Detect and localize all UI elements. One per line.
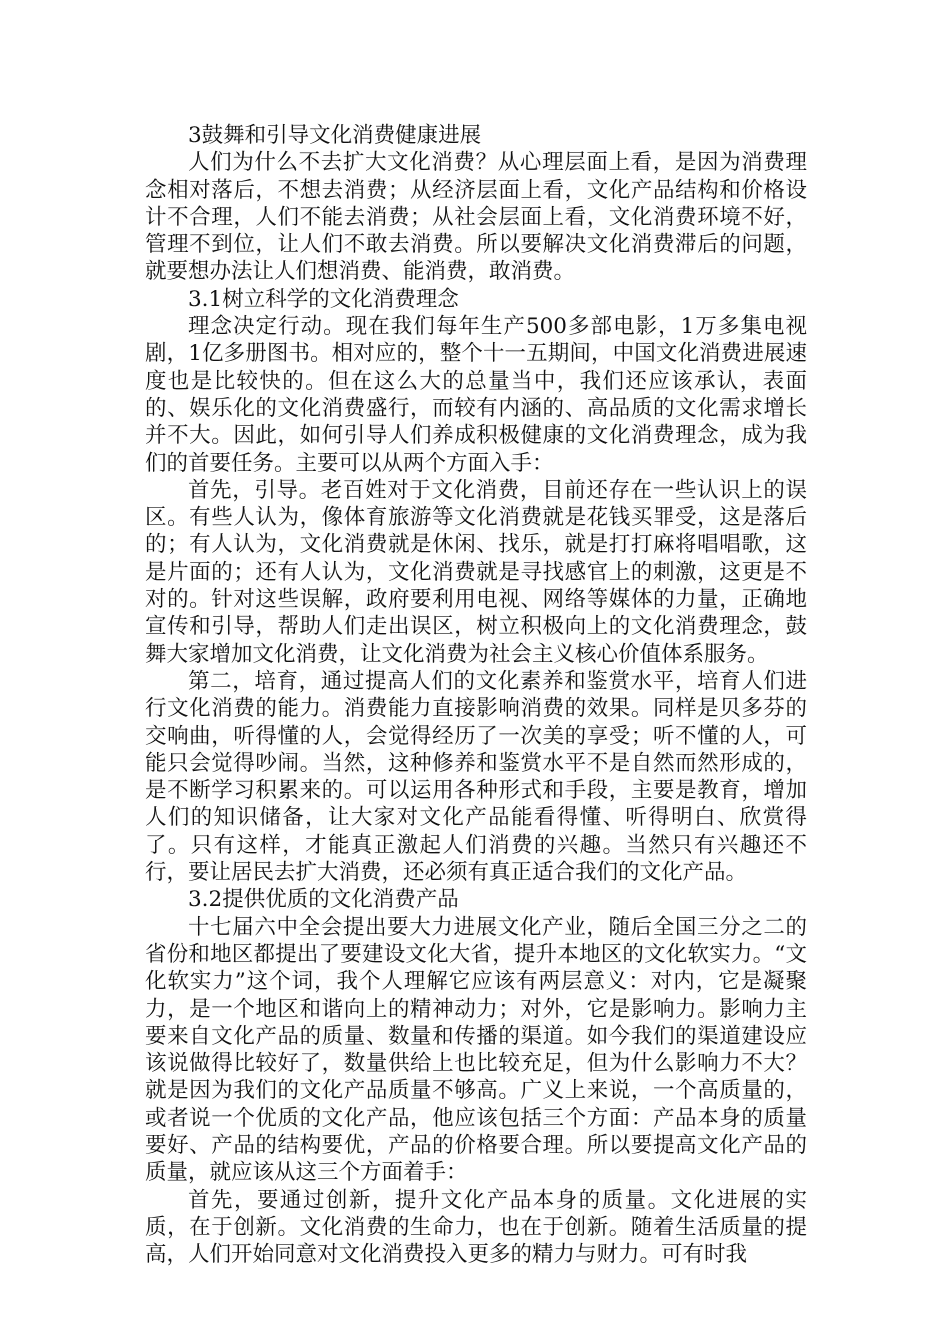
paragraph-intro: 人们为什么不去扩大文化消费？从心理层面上看，是因为消费理念相对落后，不想去消费；从经济层面上看，文化产品结构和价格设计不合理，人们不能去消费；从社会层面上看，文化消费环境不好，管理不到位，让人们不敢去消费。所以要解决文化消费滞后的问题，就要想办法让人们想消费、能消费，敢消费。	[145, 150, 807, 285]
paragraph-soft-power: 十七届六中全会提出要大力进展文化产业，随后全国三分之二的省份和地区都提出了要建设文化大省，提升本地区的文化软实力。“文化软实力”这个词，我个人理解它应该有两层意义：对内，它是凝聚力，是一个地区和谐向上的精神动力；对外，它是影响力。影响力主要来自文化产品的质量、数量和传播的渠道。如今我们的渠道建设应该说做得比较好了，数量供给上也比较充足，但为什么影响力不大？就是因为我们的文化产品质量不够高。广义上来说，一个高质量的，或者说一个优质的文化产品，他应该包括三个方面：产品本身的质量要好、产品的结构要优，产品的价格要合理。所以要提高文化产品的质量，就应该从这三个方面着手：	[145, 914, 807, 1186]
paragraph-innovation: 首先，要通过创新，提升文化产品本身的质量。文化进展的实质，在于创新。文化消费的生命力，也在于创新。随着生活质量的提高，人们开始同意对文化消费投入更多的精力与财力。可有时我	[145, 1187, 807, 1268]
paragraph-concept: 理念决定行动。现在我们每年生产500多部电影，1万多集电视剧，1亿多册图书。相对应的，整个十一五期间，中国文化消费进展速度也是比较快的。但在这么大的总量当中，我们还应该承认，表面的、娱乐化的文化消费盛行，而较有内涵的、高品质的文化需求增长并不大。因此，如何引导人们养成积极健康的文化消费理念，成为我们的首要任务。主要可以从两个方面入手：	[145, 314, 807, 476]
paragraph-guidance: 首先，引导。老百姓对于文化消费，目前还存在一些认识上的误区。有些人认为，像体育旅游等文化消费就是花钱买罪受，这是落后的；有人认为，文化消费就是休闲、找乐，就是打打麻将唱唱歌，这是片面的；还有人认为，文化消费就是寻找感官上的刺激，这更是不对的。针对这些误解，政府要利用电视、网络等媒体的力量，正确地宣传和引导，帮助人们走出误区，树立积极向上的文化消费理念，鼓舞大家增加文化消费，让文化消费为社会主义核心价值体系服务。	[145, 477, 807, 667]
section-heading-3: 3鼓舞和引导文化消费健康进展	[188, 123, 482, 148]
document-page	[145, 122, 807, 1268]
section-heading-3-2: 3.2提供优质的文化消费产品	[188, 887, 459, 913]
section-heading-3-1: 3.1树立科学的文化消费理念	[188, 286, 459, 312]
paragraph-cultivation: 第二，培育，通过提高人们的文化素养和鉴赏水平，培育人们进行文化消费的能力。消费能力直接影响消费的效果。同样是贝多芬的交响曲，听得懂的人，会觉得经历了一次美的享受；听不懂的人，可能只会觉得吵闹。当然，这种修养和鉴赏水平不是自然而然形成的，是不断学习积累来的。可以运用各种形式和手段，主要是教育，增加人们的知识储备，让大家对文化产品能看得懂、听得明白、欣赏得了。只有这样，才能真正激起人们消费的兴趣。当然只有兴趣还不行，要让居民去扩大消费，还必须有真正适合我们的文化产品。	[145, 668, 807, 886]
